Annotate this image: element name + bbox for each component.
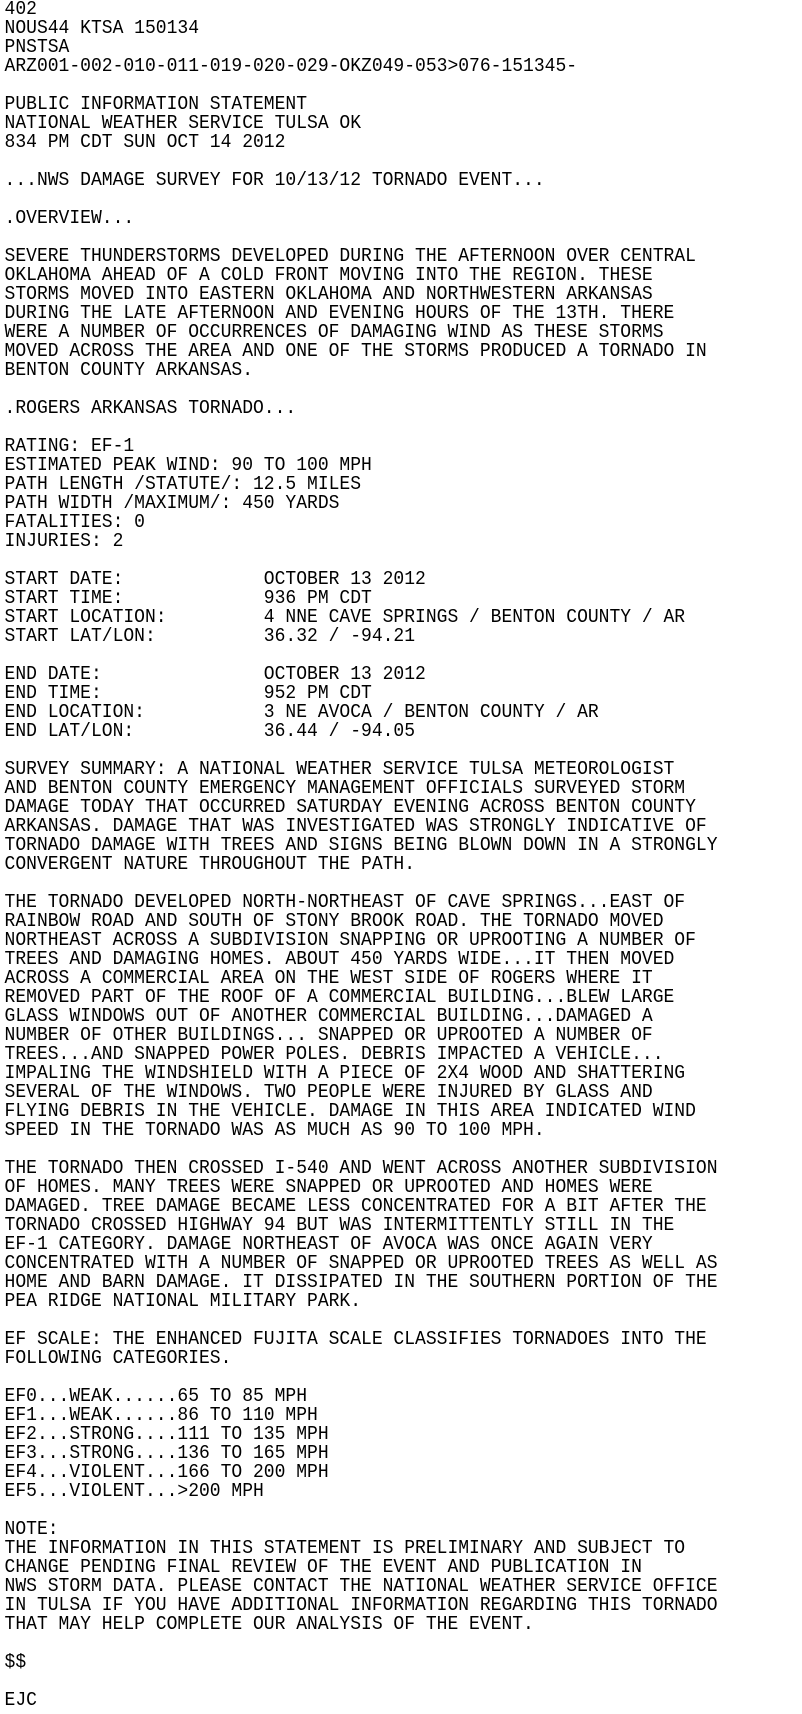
bulletin-line: NUMBER OF OTHER BUILDINGS... SNAPPED OR UPROOTED A NUMBER OF (4, 1024, 653, 1046)
bulletin-line: WERE A NUMBER OF OCCURRENCES OF DAMAGING WIND AS THESE STORMS (4, 321, 664, 343)
bulletin-line: EF2...STRONG....111 TO 135 MPH (4, 1423, 329, 1445)
bulletin-line: AND BENTON COUNTY EMERGENCY MANAGEMENT OFFICIALS SURVEYED STORM (4, 777, 686, 799)
bulletin-line: 402 (4, 0, 37, 20)
bulletin-line: RATING: EF-1 (4, 435, 135, 457)
bulletin-line: ...NWS DAMAGE SURVEY FOR 10/13/12 TORNADO EVENT... (4, 169, 545, 191)
bulletin-line: END LAT/LON: 36.44 / -94.05 (4, 720, 416, 742)
bulletin-line: SURVEY SUMMARY: A NATIONAL WEATHER SERVICE TULSA METEOROLOGIST (4, 758, 675, 780)
bulletin-line: PEA RIDGE NATIONAL MILITARY PARK. (4, 1290, 362, 1312)
bulletin-line: START LAT/LON: 36.32 / -94.21 (4, 625, 416, 647)
bulletin-line (5, 1634, 730, 1653)
bulletin-line: RAINBOW ROAD AND SOUTH OF STONY BROOK ROAD. THE TORNADO MOVED (4, 910, 664, 932)
bulletin-line: START TIME: 936 PM CDT (4, 587, 372, 609)
bulletin-line: IMPALING THE WINDSHIELD WITH A PIECE OF 2X4 WOOD AND SHATTERING (4, 1062, 686, 1084)
bulletin-line: CONVERGENT NATURE THROUGHOUT THE PATH. (4, 853, 416, 875)
bulletin-line: DURING THE LATE AFTERNOON AND EVENING HOURS OF THE 13TH. THERE (4, 302, 675, 324)
bulletin-line: TREES...AND SNAPPED POWER POLES. DEBRIS IMPACTED A VEHICLE... (4, 1043, 664, 1065)
bulletin-line: NOTE: (4, 1518, 59, 1540)
bulletin-line: PATH WIDTH /MAXIMUM/: 450 YARDS (4, 492, 340, 514)
bulletin-line: END DATE: OCTOBER 13 2012 (4, 663, 426, 685)
bulletin-line: PNSTSA (4, 36, 70, 58)
bulletin-line: STORMS MOVED INTO EASTERN OKLAHOMA AND NORTHWESTERN ARKANSAS (4, 283, 653, 305)
bulletin-line: GLASS WINDOWS OUT OF ANOTHER COMMERCIAL BUILDING...DAMAGED A (4, 1005, 653, 1027)
bulletin-line: ACROSS A COMMERCIAL AREA ON THE WEST SIDE OF ROGERS WHERE IT (4, 967, 653, 989)
bulletin-line: SPEED IN THE TORNADO WAS AS MUCH AS 90 TO 100 MPH. (4, 1119, 545, 1141)
bulletin-line: NOUS44 KTSA 150134 (4, 17, 200, 39)
bulletin-line: ARZ001-002-010-011-019-020-029-OKZ049-053>076-151345- (4, 55, 578, 77)
bulletin-line: SEVERE THUNDERSTORMS DEVELOPED DURING THE AFTERNOON OVER CENTRAL (4, 245, 696, 267)
bulletin-line: TREES AND DAMAGING HOMES. ABOUT 450 YARDS WIDE...IT THEN MOVED (4, 948, 675, 970)
bulletin-line (5, 1501, 730, 1520)
bulletin-line: END TIME: 952 PM CDT (4, 682, 372, 704)
bulletin-line: FATALITIES: 0 (4, 511, 145, 533)
bulletin-line: TORNADO CROSSED HIGHWAY 94 BUT WAS INTERMITTENTLY STILL IN THE (4, 1214, 675, 1236)
bulletin-line: THE TORNADO THEN CROSSED I-540 AND WENT ACROSS ANOTHER SUBDIVISION (4, 1157, 718, 1179)
bulletin-line: EF1...WEAK......86 TO 110 MPH (4, 1404, 318, 1426)
bulletin-line: END LOCATION: 3 NE AVOCA / BENTON COUNTY / AR (4, 701, 599, 723)
bulletin-line: INJURIES: 2 (4, 530, 124, 552)
bulletin-line: $$ (4, 1651, 27, 1673)
bulletin-line: DAMAGE TODAY THAT OCCURRED SATURDAY EVENING ACROSS BENTON COUNTY (4, 796, 696, 818)
bulletin-line: TORNADO DAMAGE WITH TREES AND SIGNS BEING BLOWN DOWN IN A STRONGLY (4, 834, 718, 856)
bulletin-line: EF0...WEAK......65 TO 85 MPH (4, 1385, 308, 1407)
bulletin-line: 834 PM CDT SUN OCT 14 2012 (4, 131, 286, 153)
bulletin-line: NORTHEAST ACROSS A SUBDIVISION SNAPPING OR UPROOTING A NUMBER OF (4, 929, 696, 951)
bulletin-line: NATIONAL WEATHER SERVICE TULSA OK (4, 112, 362, 134)
bulletin-line: FOLLOWING CATEGORIES. (4, 1347, 232, 1369)
bulletin-line: .OVERVIEW... (4, 207, 135, 229)
bulletin-line: ESTIMATED PEAK WIND: 90 TO 100 MPH (4, 454, 372, 476)
bulletin-line: NWS STORM DATA. PLEASE CONTACT THE NATIONAL WEATHER SERVICE OFFICE (4, 1575, 718, 1597)
bulletin-line: REMOVED PART OF THE ROOF OF A COMMERCIAL BUILDING...BLEW LARGE (4, 986, 675, 1008)
bulletin-line: FLYING DEBRIS IN THE VEHICLE. DAMAGE IN THIS AREA INDICATED WIND (4, 1100, 696, 1122)
bulletin-line: CHANGE PENDING FINAL REVIEW OF THE EVENT AND PUBLICATION IN (4, 1556, 642, 1578)
bulletin-line: THE INFORMATION IN THIS STATEMENT IS PRELIMINARY AND SUBJECT TO (4, 1537, 686, 1559)
bulletin-line: EF-1 CATEGORY. DAMAGE NORTHEAST OF AVOCA WAS ONCE AGAIN VERY (4, 1233, 653, 1255)
bulletin-line: EF SCALE: THE ENHANCED FUJITA SCALE CLASSIFIES TORNADOES INTO THE (4, 1328, 707, 1350)
bulletin-line: PATH LENGTH /STATUTE/: 12.5 MILES (4, 473, 362, 495)
bulletin-line: SEVERAL OF THE WINDOWS. TWO PEOPLE WERE INJURED BY GLASS AND (4, 1081, 653, 1103)
bulletin-line: START LOCATION: 4 NNE CAVE SPRINGS / BENTON COUNTY / AR (4, 606, 686, 628)
bulletin-line: EF4...VIOLENT...166 TO 200 MPH (4, 1461, 329, 1483)
bulletin-line: OKLAHOMA AHEAD OF A COLD FRONT MOVING INTO THE REGION. THESE (4, 264, 653, 286)
bulletin-line: BENTON COUNTY ARKANSAS. (4, 359, 254, 381)
bulletin-line: THAT MAY HELP COMPLETE OUR ANALYSIS OF THE EVENT. (4, 1613, 534, 1635)
bulletin-line: HOME AND BARN DAMAGE. IT DISSIPATED IN THE SOUTHERN PORTION OF THE (4, 1271, 718, 1293)
bulletin-line: .ROGERS ARKANSAS TORNADO... (4, 397, 297, 419)
bulletin-line: CONCENTRATED WITH A NUMBER OF SNAPPED OR UPROOTED TREES AS WELL AS (4, 1252, 718, 1274)
bulletin-line: EF5...VIOLENT...>200 MPH (4, 1480, 264, 1502)
bulletin-line: ARKANSAS. DAMAGE THAT WAS INVESTIGATED WAS STRONGLY INDICATIVE OF (4, 815, 707, 837)
bulletin-line: PUBLIC INFORMATION STATEMENT (4, 93, 308, 115)
bulletin-line: EF3...STRONG....136 TO 165 MPH (4, 1442, 329, 1464)
bulletin-line: DAMAGED. TREE DAMAGE BECAME LESS CONCENTRATED FOR A BIT AFTER THE (4, 1195, 707, 1217)
bulletin-line: START DATE: OCTOBER 13 2012 (4, 568, 426, 590)
bulletin-line: THE TORNADO DEVELOPED NORTH-NORTHEAST OF CAVE SPRINGS...EAST OF (4, 891, 686, 913)
bulletin-line: OF HOMES. MANY TREES WERE SNAPPED OR UPROOTED AND HOMES WERE (4, 1176, 653, 1198)
bulletin-line (5, 1672, 730, 1691)
bulletin-line: IN TULSA IF YOU HAVE ADDITIONAL INFORMATION REGARDING THIS TORNADO (4, 1594, 718, 1616)
bulletin-line: MOVED ACROSS THE AREA AND ONE OF THE STORMS PRODUCED A TORNADO IN (4, 340, 707, 362)
bulletin-line: EJC (4, 1689, 37, 1711)
